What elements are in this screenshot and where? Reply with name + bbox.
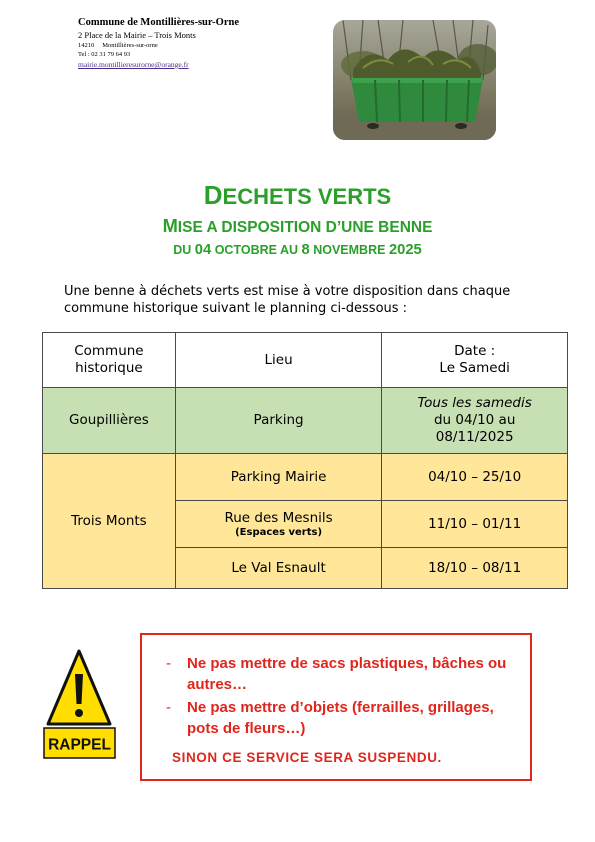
list-item: - Ne pas mettre d’objets (ferrailles, grillages, pots de fleurs…): [166, 699, 494, 737]
commune-cell: Trois Monts: [43, 454, 176, 589]
green-waste-skip-photo: [333, 20, 496, 140]
planning-table: [42, 332, 568, 589]
table-header-row: [43, 333, 568, 388]
lieu-cell: Le Val Esnault: [175, 548, 382, 589]
date-cell: 18/10 – 08/11: [382, 548, 568, 589]
table-row: [43, 454, 568, 501]
postcode: 14210: [78, 42, 95, 49]
page-subtitle: MISE A DISPOSITION D’UNE BENNE: [162, 215, 433, 236]
commune-name: Commune de Montillières-sur-Orne: [78, 17, 239, 28]
warning-sign-icon: [42, 648, 117, 760]
commune-address: 2 Place de la Mairie – Trois Monts: [78, 30, 196, 40]
letterhead: [78, 16, 308, 70]
lieu-cell: Rue des Mesnils (Espaces verts): [175, 501, 382, 548]
rappel-list: [166, 653, 521, 741]
commune-phone: Tel : 02 31 79 64 93: [78, 51, 131, 58]
lieu-note: (Espaces verts): [235, 526, 323, 538]
rappel-sign-label: RAPPEL: [48, 736, 111, 754]
page-title: DECHETS VERTS: [203, 180, 392, 210]
commune-city: [78, 41, 308, 50]
date-cell: 11/10 – 01/11: [382, 501, 568, 548]
header-date: Date : Le Samedi: [382, 333, 568, 388]
date-range: DU 04 OCTOBRE AU 8 NOVEMBRE 2025: [173, 242, 422, 258]
rappel-box: [140, 633, 532, 781]
lieu-cell: Parking Mairie: [175, 454, 382, 501]
header-commune: Commune historique: [43, 333, 176, 388]
header-lieu: Lieu: [175, 333, 382, 388]
lieu-cell: Parking: [175, 388, 382, 454]
date-cell: Tous les samedis du 04/10 au 08/11/2025: [382, 388, 568, 454]
commune-email-link[interactable]: mairie.montillieresurorne@orange.fr: [78, 60, 189, 69]
commune-cell: Goupillières: [43, 388, 176, 454]
service-suspended-warning: SINON CE SERVICE SERA SUSPENDU.: [172, 750, 442, 765]
date-cell: 04/10 – 25/10: [382, 454, 568, 501]
city-name: Montillières-sur-orne: [102, 42, 158, 49]
table-row: [43, 388, 568, 454]
list-item: - Ne pas mettre de sacs plastiques, bâches ou autres…: [166, 655, 507, 693]
intro-text: Une benne à déchets verts est mise à votre disposition dans chaque commune historique suivant le planning ci-dessous :: [64, 284, 511, 316]
